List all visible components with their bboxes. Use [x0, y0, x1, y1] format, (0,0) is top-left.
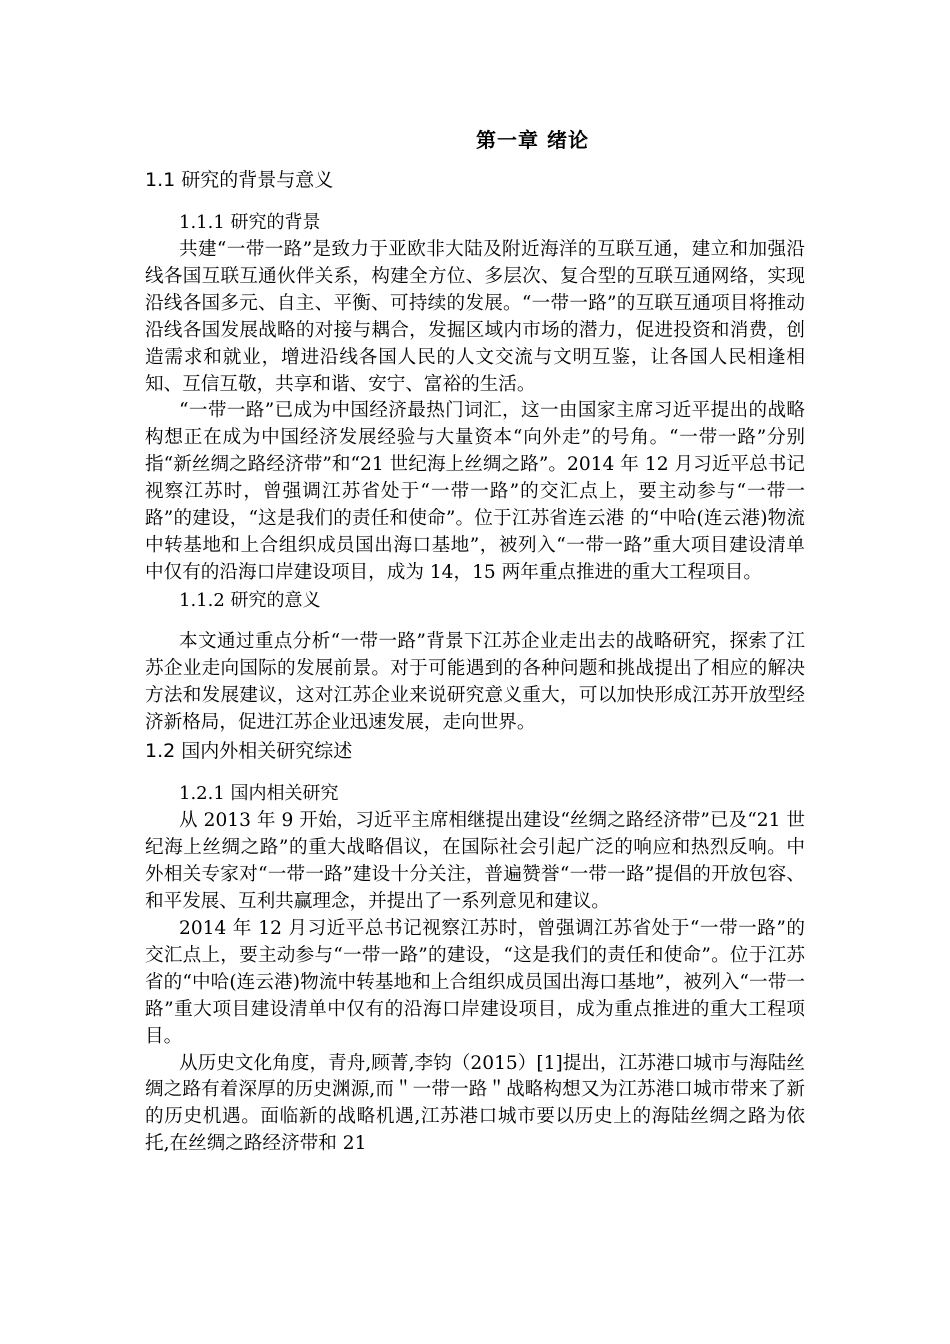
- subsection-heading-1-1-2: 1.1.2 研究的意义: [179, 589, 321, 611]
- section-heading-1-1: 1.1 研究的背景与意义: [145, 169, 334, 191]
- paragraph: 从 2013 年 9 开始，习近平主席相继提出建设“丝绸之路经济带”已及“21 世纪海上丝绸之路”的重大战略倡议，在国际社会引起广泛的响应和热烈反响。中外相关专家对“一带一路”建设十分关注，普遍赞誉“一带一路”提倡的开放包容、和平发展、互利共赢理念，并提出了一系列意见和建议。: [145, 810, 805, 913]
- paragraph: 本文通过重点分析“一带一路”背景下江苏企业走出去的战略研究，探索了江苏企业走向国际的发展前景。对于可能遇到的各种问题和挑战提出了相应的解决方法和发展建议，这对江苏企业来说研究意义重大，可以加快形成江苏开放型经济新格局，促进江苏企业迅速发展，走向世界。: [145, 630, 805, 733]
- paragraph: 2014 年 12 月习近平总书记视察江苏时，曾强调江苏省处于“一带一路”的交汇点上，要主动参与“一带一路”的建设，“这是我们的责任和使命”。位于江苏省的“中哈(连云港)物流中转基地和上合组织成员国出海口基地”，被列入“一带一路”重大项目建设清单中仅有的沿海口岸建设项目，成为重点推进的重大工程项目。: [145, 918, 805, 1047]
- subsection-heading-1-1-1: 1.1.1 研究的背景: [179, 212, 321, 233]
- text-flow: [145, 165, 805, 1158]
- section-heading-1-2: 1.2 国内外相关研究综述: [145, 740, 353, 763]
- subsection-heading-1-2-1: 1.2.1 国内相关研究: [179, 783, 339, 805]
- paragraph: 共建“一带一路”是致力于亚欧非大陆及附近海洋的互联互通，建立和加强沿线各国互联互通伙伴关系，构建全方位、多层次、复合型的互联互通网络，实现沿线各国多元、自主、平衡、可持续的发展。“一带一路”的互联互通项目将推动沿线各国发展战略的对接与耦合，发掘区域内市场的潜力，促进投资和消费，创造需求和就业，增进沿线各国人民的人文交流与文明互鉴，让各国人民相逢相知、互信互敬，共享和谐、安宁、富裕的生活。: [145, 239, 805, 395]
- paragraph: 从历史文化角度，青舟,顾菁,李钧（2015）[1]提出，江苏港口城市与海陆丝绸之路有着深厚的历史渊源,而＂一带一路＂战略构想又为江苏港口城市带来了新的历史机遇。面临新的战略机遇,江苏港口城市要以历史上的海陆丝绸之路为依托,在丝绸之路经济带和 21: [145, 1052, 805, 1155]
- paragraph: “一带一路”已成为中国经济最热门词汇，这一由国家主席习近平提出的战略构想正在成为中国经济发展经验与大量资本“向外走”的号角。“一带一路”分别指“新丝绸之路经济带”和“21 世纪海上丝绸之路”。2014 年 12 月习近平总书记视察江苏时，曾强调江苏省处于“一带一路”的交汇点上，要主动参与“一带一路”的建设，“这是我们的责任和使命”。位于江苏省连云港 的“中哈(连云港)物流中转基地和上合组织成员国出海口基地”，被列入“一带一路”重大项目建设清单中仅有的沿海口岸建设项目，成为 14，15 两年重点推进的重大工程项目。: [145, 400, 805, 583]
- chapter-title: 第一章 绪论: [476, 128, 589, 152]
